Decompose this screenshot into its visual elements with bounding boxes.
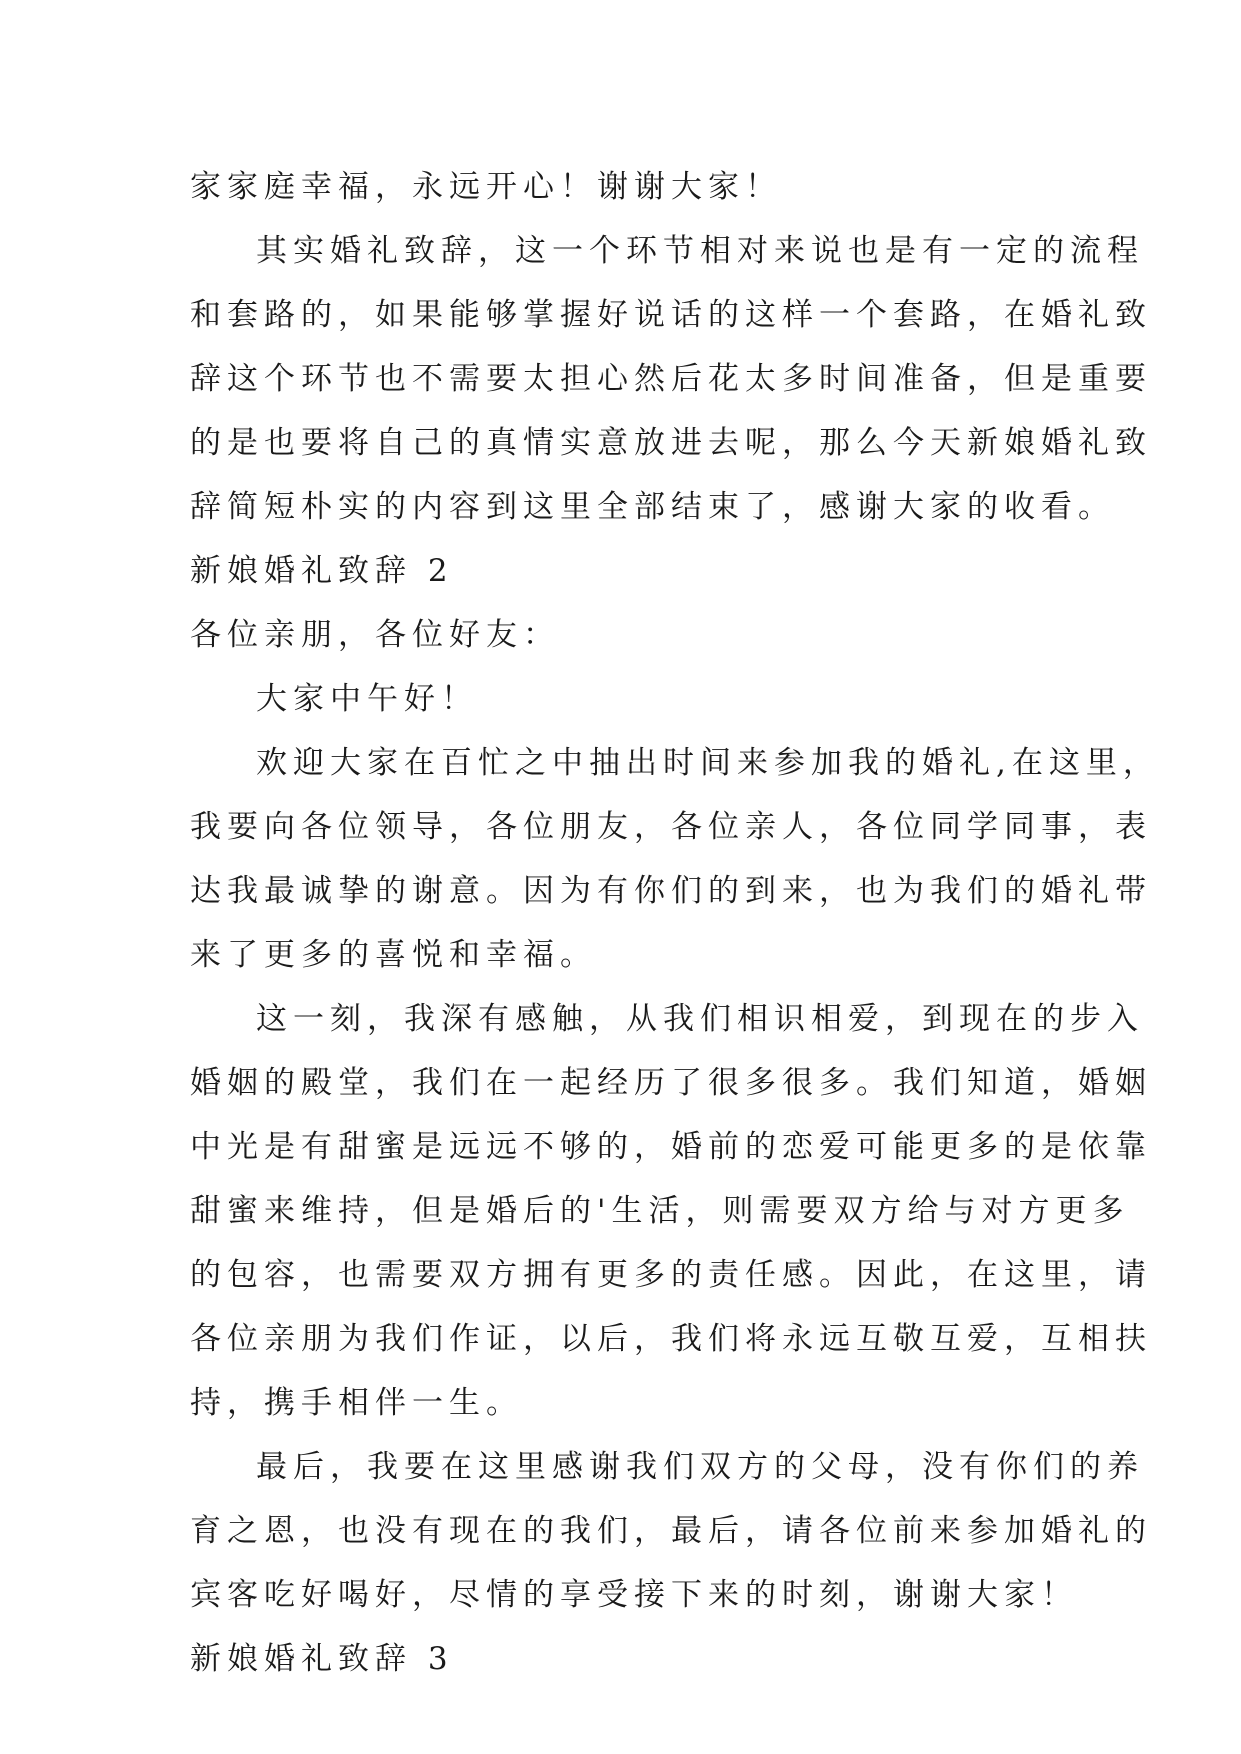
- text-line: 的包容，也需要双方拥有更多的责任感。因此，在这里，请: [190, 1257, 1152, 1293]
- text-line: 育之恩，也没有现在的我们，最后，请各位前来参加婚礼的: [190, 1513, 1152, 1549]
- text-line: 甜蜜来维持，但是婚后的'生活，则需要双方给与对方更多: [190, 1193, 1130, 1229]
- document-page: [190, 155, 1160, 1691]
- paragraph-first-line: 欢迎大家在百忙之中抽出时间来参加我的婚礼,在这里，: [256, 745, 1160, 781]
- paragraph-first-line: 其实婚礼致辞，这一个环节相对来说也是有一定的流程: [256, 233, 1144, 269]
- text-line: 来了更多的喜悦和幸福。: [190, 937, 597, 973]
- text-line: 婚姻的殿堂，我们在一起经历了很多很多。我们知道，婚姻: [190, 1065, 1152, 1101]
- salutation: 各位亲朋，各位好友：: [190, 617, 560, 653]
- text-line: 的是也要将自己的真情实意放进去呢，那么今天新娘婚礼致: [190, 425, 1152, 461]
- text-line: 我要向各位领导，各位朋友，各位亲人，各位同学同事，表: [190, 809, 1152, 845]
- text-line: 达我最诚挚的谢意。因为有你们的到来，也为我们的婚礼带: [190, 873, 1152, 909]
- section-heading: 新娘婚礼致辞 2: [190, 553, 454, 589]
- text-line: 中光是有甜蜜是远远不够的，婚前的恋爱可能更多的是依靠: [190, 1129, 1152, 1165]
- section-heading: 新娘婚礼致辞 3: [190, 1641, 454, 1677]
- text-line: 持，携手相伴一生。: [190, 1385, 523, 1421]
- text-line: 和套路的，如果能够掌握好说话的这样一个套路，在婚礼致: [190, 297, 1152, 333]
- paragraph-first-line: 这一刻，我深有感触，从我们相识相爱，到现在的步入: [256, 1001, 1144, 1037]
- text-line: 辞简短朴实的内容到这里全部结束了，感谢大家的收看。: [190, 489, 1115, 525]
- text-line: 各位亲朋为我们作证，以后，我们将永远互敬互爱，互相扶: [190, 1321, 1152, 1357]
- greeting: 大家中午好！: [256, 681, 478, 717]
- text-line: 家家庭幸福，永远开心！谢谢大家！: [190, 169, 782, 205]
- paragraph-first-line: 最后，我要在这里感谢我们双方的父母，没有你们的养: [256, 1449, 1144, 1485]
- text-line: 辞这个环节也不需要太担心然后花太多时间准备，但是重要: [190, 361, 1152, 397]
- text-line: 宾客吃好喝好，尽情的享受接下来的时刻，谢谢大家！: [190, 1577, 1078, 1613]
